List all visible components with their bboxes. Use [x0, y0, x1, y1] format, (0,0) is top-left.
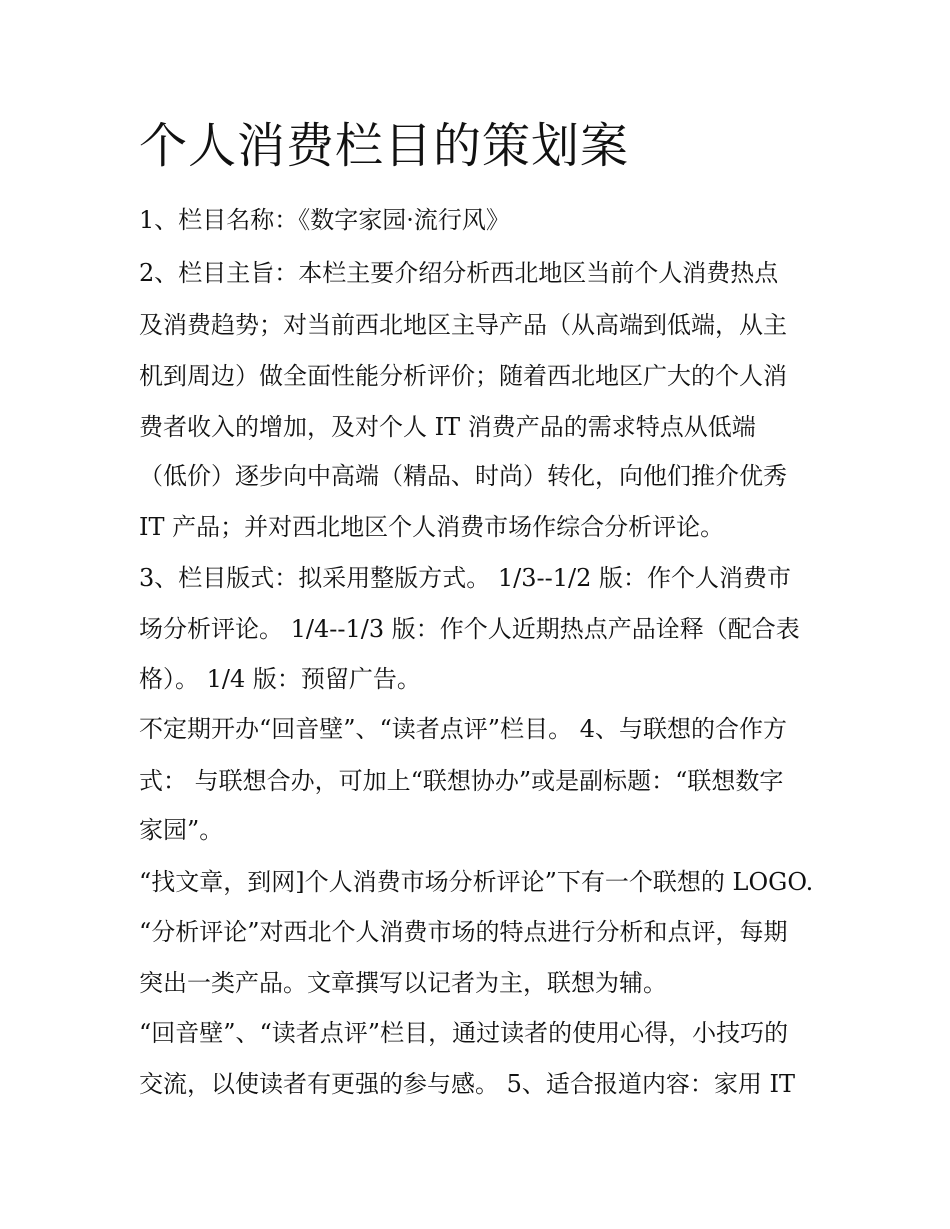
document-title: 个人消费栏目的策划案 — [139, 118, 630, 174]
paragraph-line-15: “分析评论”对西北个人消费市场的特点进行分析和点评，每期 — [139, 918, 788, 946]
paragraph-line-17: “回音壁”、“读者点评”栏目，通过读者的使用心得，小技巧的 — [139, 1019, 789, 1047]
paragraph-line-5: 费者收入的增加，及对个人 IT 消费产品的需求特点从低端 — [139, 413, 756, 441]
paragraph-line-10: 格）。 1/4 版：预留广告。 — [139, 665, 421, 693]
paragraph-line-1: 1、栏目名称：《数字家园·流行风》 — [139, 206, 510, 234]
paragraph-line-8: 3、栏目版式：拟采用整版方式。 1/3--1/2 版：作个人消费市 — [139, 564, 791, 592]
paragraph-line-3: 及消费趋势；对当前西北地区主导产品（从高端到低端，从主 — [139, 311, 787, 339]
paragraph-line-7: IT 产品；并对西北地区个人消费市场作综合分析评论。 — [139, 513, 725, 541]
paragraph-line-2: 2、栏目主旨：本栏主要介绍分析西北地区当前个人消费热点 — [139, 259, 779, 287]
paragraph-line-6: （低价）逐步向中高端（精品、时尚）转化，向他们推介优秀 — [139, 462, 787, 490]
paragraph-line-13: 家园”。 — [139, 816, 224, 844]
paragraph-line-18: 交流，以使读者有更强的参与感。 5、适合报道内容：家用 IT — [139, 1070, 796, 1098]
paragraph-line-9: 场分析评论。 1/4--1/3 版：作个人近期热点产品诠释（配合表 — [139, 615, 800, 643]
paragraph-line-14: “找文章，到网]个人消费市场分析评论”下有一个联想的 LOGO. — [139, 868, 814, 896]
paragraph-line-4: 机到周边）做全面性能分析评价；随着西北地区广大的个人消 — [139, 362, 787, 390]
paragraph-line-16: 突出一类产品。文章撰写以记者为主，联想为辅。 — [139, 969, 667, 997]
paragraph-line-11: 不定期开办“回音壁”、“读者点评”栏目。 4、与联想的合作方 — [139, 715, 787, 743]
paragraph-line-12: 式： 与联想合办，可加上“联想协办”或是副标题：“联想数字 — [139, 767, 784, 795]
